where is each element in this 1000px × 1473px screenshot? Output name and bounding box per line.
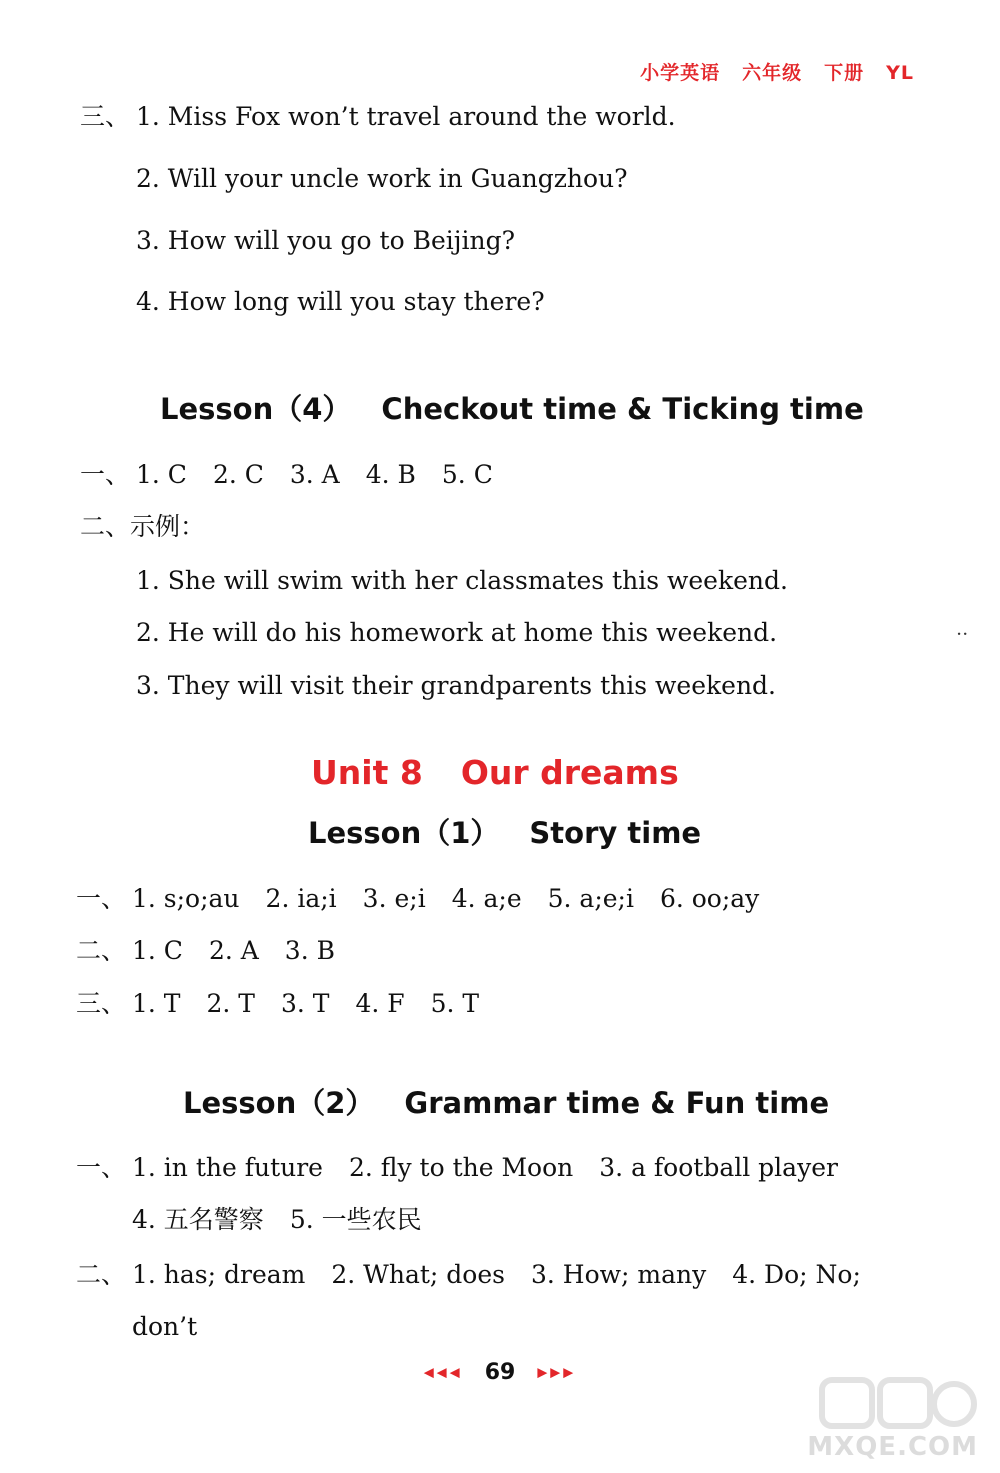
answer-item: 1. in the future [132,1153,323,1182]
section-marker: 三、 [80,102,131,131]
lesson-label: Lesson（2） [183,1086,375,1120]
answer-item: 1. T [132,989,181,1018]
answer-item: 5. a;e;i [547,884,634,913]
page-number: 69 [484,1360,516,1385]
answer-item: 1. Miss Fox won’t travel around the world. [136,102,676,131]
answer-line [76,991,479,1016]
watermark-text: MXQE.COM [807,1432,978,1462]
answer-item: 4. F [355,989,405,1018]
answer-line [76,1262,861,1287]
answer-item: 1. has; dream [132,1260,306,1289]
answer-item: 2. C [212,460,264,489]
lesson-heading [160,392,864,426]
lesson-label: Lesson（4） [160,392,352,426]
answer-item: 2. ia;i [265,884,337,913]
header-grade: 六年级 [742,62,803,84]
right-arrows-icon: ▶▶▶ [537,1365,577,1381]
answer-line [80,104,676,129]
section-marker: 一、 [76,884,127,913]
answer-item: 1. s;o;au [132,884,240,913]
answer-item: 1. She will swim with her classmates this weekend. [136,566,788,595]
answer-item: 4. How long will you stay there? [136,287,545,316]
answer-item: 5. 一些农民 [289,1205,422,1234]
unit-label: Unit 8 [311,753,423,792]
page-header [618,58,914,85]
answer-line [76,938,335,963]
answer-item: 2. He will do his homework at home this weekend. [136,618,778,647]
unit-heading [311,753,679,792]
answer-line [76,1155,838,1180]
answer-item: 3. T [280,989,330,1018]
answer-item: 2. A [208,936,259,965]
answer-item: 3. A [289,460,340,489]
answer-line [132,1207,422,1232]
section-marker: 三、 [76,989,127,1018]
answer-item: 4. B [365,460,416,489]
header-volume: 下册 [824,62,865,84]
section-marker: 一、 [80,460,131,489]
answer-item: 4. Do; No; [732,1260,861,1289]
stray-dots: ⋅⋅ [956,624,969,645]
answer-item: 1. C [136,460,187,489]
answer-item: 5. C [441,460,493,489]
answer-item: 3. e;i [362,884,426,913]
answer-item: 2. What; does [331,1260,505,1289]
answer-line [76,886,759,911]
lesson-heading [183,1086,830,1120]
answer-item: 3. B [284,936,335,965]
answer-item: don’t [132,1312,198,1341]
header-subject: 小学英语 [640,62,721,84]
answer-item: 4. 五名警察 [132,1205,264,1234]
answer-item: 3. How; many [530,1260,707,1289]
lesson-title: Story time [529,816,702,850]
answer-item: 3. They will visit their grandparents this weekend. [136,671,776,700]
answer-item: 2. Will your uncle work in Guangzhou? [136,164,628,193]
answer-item: 3. How will you go to Beijing? [136,226,516,255]
answer-item: 6. oo;ay [659,884,760,913]
header-edition: YL [886,62,914,84]
lesson-heading [308,816,702,850]
answer-item: 1. C [132,936,183,965]
answer-item: 4. a;e [451,884,522,913]
lesson-title: Checkout time & Ticking time [381,392,864,426]
unit-title: Our dreams [460,753,679,792]
answer-item: 2. T [206,989,255,1018]
section-marker: 一、 [76,1153,127,1182]
answer-item: 5. T [430,989,480,1018]
answer-line [80,462,493,487]
lesson-title: Grammar time & Fun time [404,1086,830,1120]
lesson-label: Lesson（1） [308,816,500,850]
section-marker: 二、 [76,1260,127,1289]
section-marker: 二、 [76,936,127,965]
section-marker: 二、示例： [80,512,206,541]
answer-item: 3. a football player [599,1153,838,1182]
answer-item: 2. fly to the Moon [348,1153,574,1182]
left-arrows-icon: ◀◀◀ [423,1365,463,1381]
